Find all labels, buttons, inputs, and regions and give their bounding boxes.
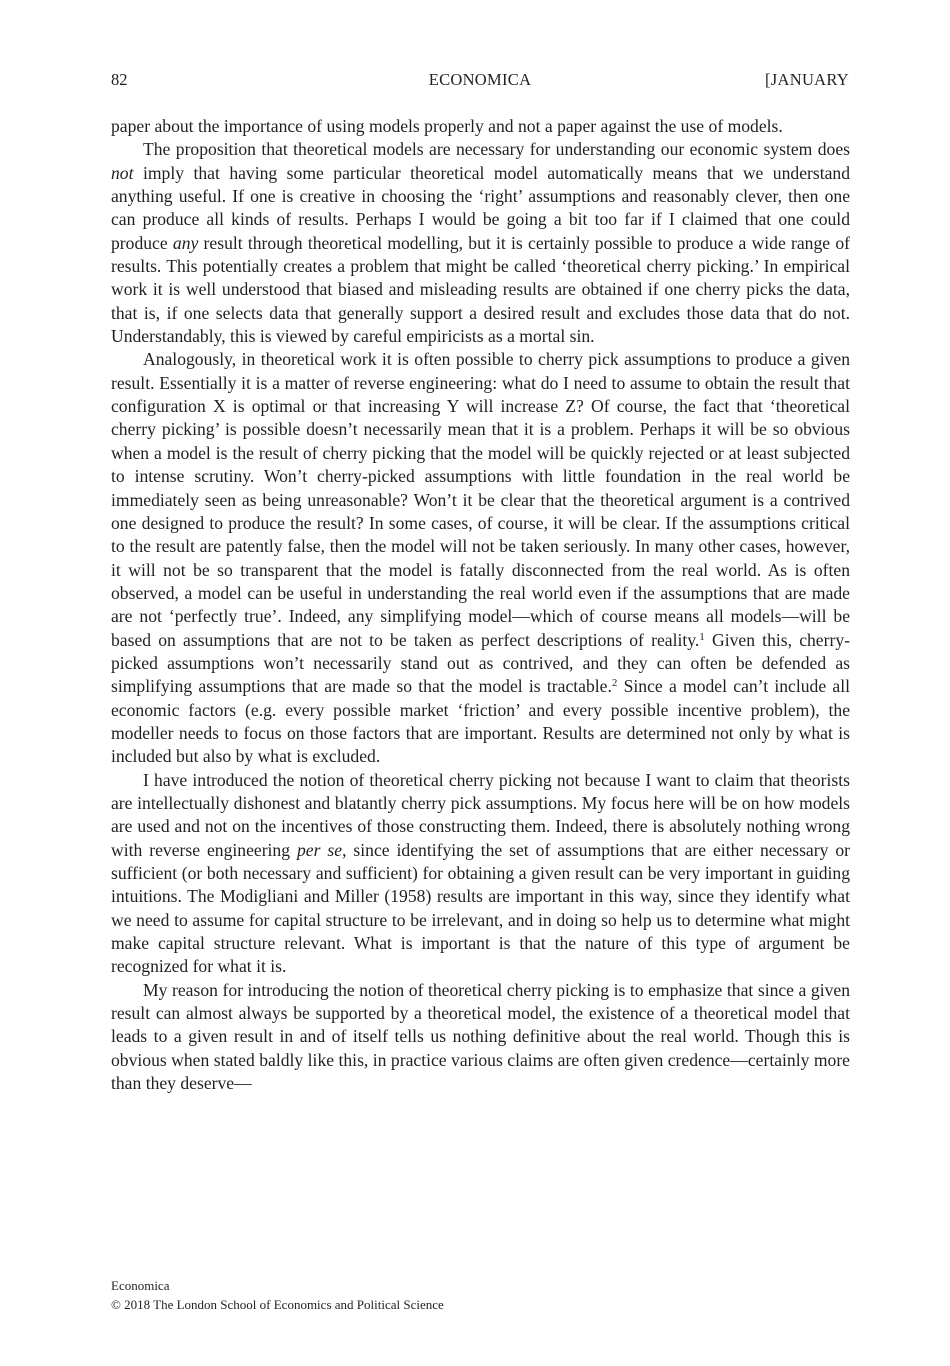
emphasis-any: any bbox=[172, 232, 199, 253]
footer-journal: Economica bbox=[111, 1278, 170, 1293]
paragraph-2-text-a: The proposition that theoretical models are necessary for understanding our economic system does bbox=[143, 139, 850, 160]
paragraph-3-text-a: Analogously, in theoretical work it is often possible to cherry pick assumptions to produce a given result. Essentially it is a matter of reverse engineering: what do I need to assume to obtain the result that configuration X is optimal or that increasing Y will increase Z? Of course, the fact that ‘theoretical cherry picking’ is possible doesn’t necessarily mean that it is a problem. Perhaps it will be so obvious when a model is the result of cherry picking that the model will be quickly rejected or at least subjected to intense scrutiny. Won’t cherry-picked assumptions with little foundation in the real world be immediately seen as being unreasonable? Won’t it be clear that the theoretical argument is a contrived one designed to produce the result? In some cases, of course, it will be clear. If the assumptions critical to the result are patently false, then the model will not be taken seriously. In many other cases, however, it will not be so transparent that the model is fatally disconnected from the real world. As is often observed, a model can be useful in understanding the real world even if the assumptions that are made are not ‘perfectly true’. Indeed, any simplifying model—which of course means all models—will be based on assumptions that are not to be taken as perfect descriptions of reality. bbox=[111, 349, 850, 650]
paragraph-2-text-c: result through theoretical modelling, but it is certainly possible to produce a wide range of results. This potentially creates a problem that might be called ‘theoretical cherry picking.’ In empirical work it is well understood that biased and misleading results are obtained if one cherry picks the data, that is, if one selects data that generally support a desired result and excludes those data that do not. Understandably, this is viewed by careful empiricists as a mortal sin. bbox=[111, 232, 850, 347]
paragraph-3-text-b: Given this, cherry-picked assumptions won’t necessarily stand out as contrived, and they can often be defended as simplifying assumptions that are made so that the model is tractable. bbox=[111, 629, 850, 697]
journal-title: ECONOMICA bbox=[428, 70, 532, 89]
running-header bbox=[111, 70, 849, 94]
emphasis-not: not bbox=[111, 162, 134, 183]
paragraph-4-text-b: , since identifying the set of assumptions that are either necessary or sufficient (or both necessary and sufficient) for obtaining a given result can be very important in guiding intuitions. The Modigliani and Miller (1958) results are important in this way, since they identify what we need to assume for capital structure to be irrelevant, and in doing so help us to determine what might make capital structure relevant. What is important is that the nature of this type of argument be recognized for what it is. bbox=[111, 839, 851, 977]
paragraph-2-text-b: imply that having some particular theoretical model automatically means that we understand anything useful. If one is creative in choosing the ‘right’ assumptions and reasonably clever, then one can produce all kinds of results. Perhaps I would be going a bit too far if I claimed that one could produce bbox=[111, 162, 850, 253]
article-body bbox=[111, 115, 850, 1095]
paragraph-5: My reason for introducing the notion of theoretical cherry picking is to emphasize that since a given result can almost always be supported by a theoretical model, the existence of a theoretical model that leads to a given result in and of itself tells us nothing definitive about the real world. Though this is obvious when stated baldly like this, in practice various claims are often given credence—certainly more than they deserve— bbox=[111, 979, 850, 1094]
paragraph-4 bbox=[111, 769, 850, 979]
paragraph-4-text-a: I have introduced the notion of theoretical cherry picking not because I want to claim that theorists are intellectually dishonest and blatantly cherry pick assumptions. My focus here will be on how models are used and not on the incentives of those constructing them. Indeed, there is absolutely nothing wrong with reverse engineering bbox=[111, 769, 850, 860]
footer-copyright: © 2018 The London School of Economics and Political Science bbox=[111, 1297, 444, 1312]
issue-month: [JANUARY bbox=[765, 70, 849, 89]
page-number: 82 bbox=[111, 70, 128, 89]
paragraph-2 bbox=[111, 138, 850, 348]
emphasis-per-se: per se bbox=[297, 839, 343, 860]
paragraph-1: paper about the importance of using models properly and not a paper against the use of models. bbox=[111, 116, 783, 136]
footnote-marker-1[interactable]: 1 bbox=[699, 630, 705, 643]
paragraph-3 bbox=[111, 348, 850, 768]
page-footer bbox=[111, 1276, 444, 1314]
footnote-marker-2[interactable]: 2 bbox=[611, 677, 618, 690]
paragraph-3-text-c: Since a model can’t include all economic factors (e.g. every possible market ‘friction’ and every possible incentive problem), the modeller needs to focus on those factors that are important. Results are determined not only by what is included but also by what is excluded. bbox=[111, 676, 850, 767]
